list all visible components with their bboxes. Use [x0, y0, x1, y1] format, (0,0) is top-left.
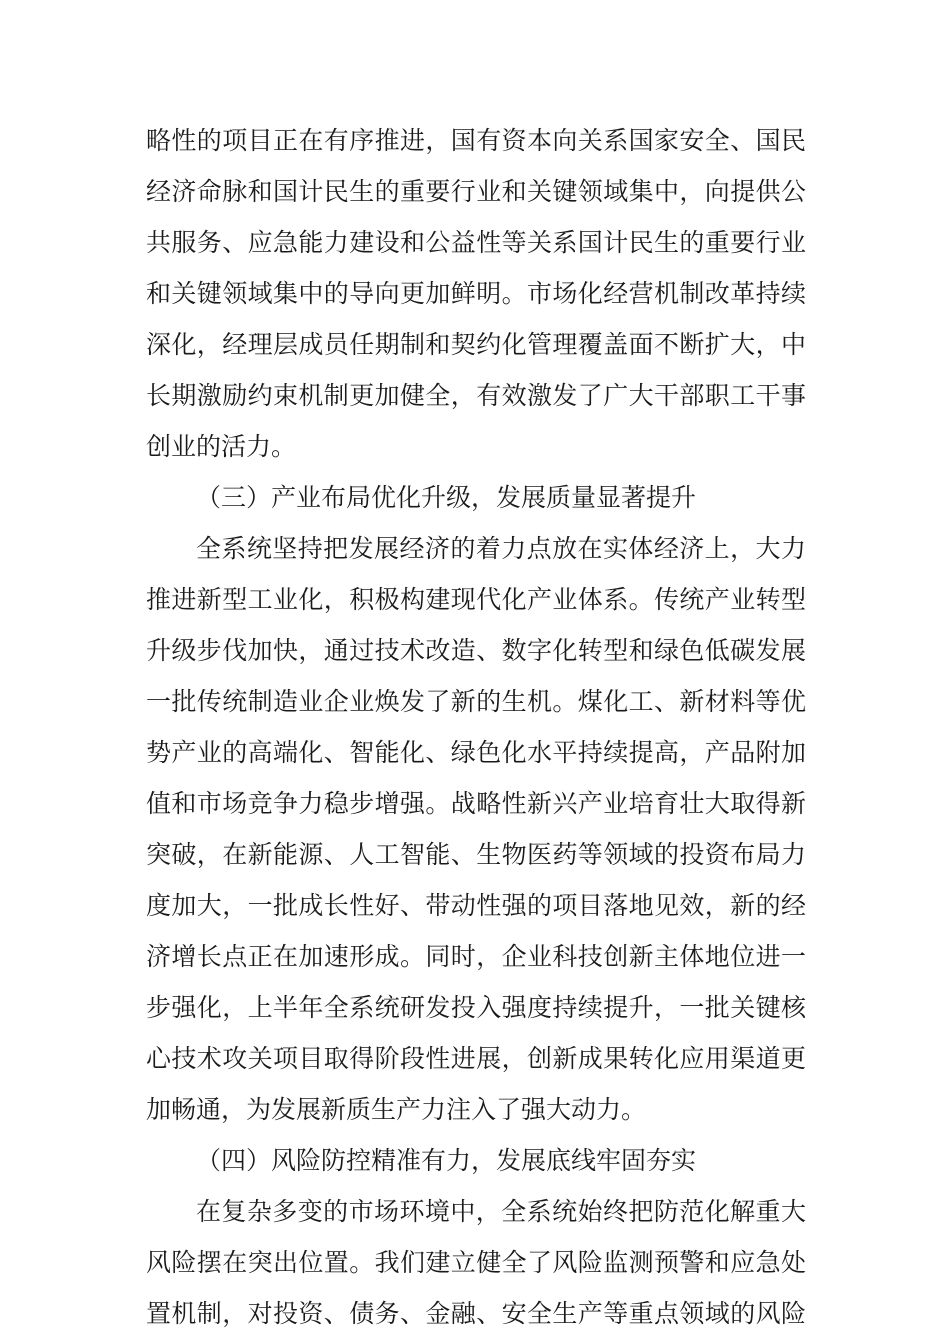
paragraph-line: 一批传统制造业企业焕发了新的生机。煤化工、新材料等优: [146, 687, 806, 716]
paragraph-line: 共服务、应急能力建设和公益性等关系国计民生的重要行业: [146, 228, 806, 257]
paragraph-line: 和关键领域集中的导向更加鲜明。市场化经营机制改革持续: [146, 279, 806, 308]
paragraph-line: 济增长点正在加速形成。同时，企业科技创新主体地位进一: [146, 942, 806, 971]
section-heading-4: （四）风险防控精准有力，发展底线牢固夯实: [196, 1146, 697, 1175]
paragraph-line: 心技术攻关项目取得阶段性进展，创新成果转化应用渠道更: [146, 1044, 806, 1073]
paragraph-line: 升级步伐加快，通过技术改造、数字化转型和绿色低碳发展: [146, 636, 806, 665]
paragraph-line: 长期激励约束机制更加健全，有效激发了广大干部职工干事: [146, 381, 806, 410]
paragraph-line: 势产业的高端化、智能化、绿色化水平持续提高，产品附加: [146, 738, 806, 767]
paragraph-line: 值和市场竞争力稳步增强。战略性新兴产业培育壮大取得新: [146, 789, 806, 818]
paragraph-line: 置机制，对投资、债务、金融、安全生产等重点领域的风险: [146, 1299, 806, 1328]
paragraph-line: 度加大，一批成长性好、带动性强的项目落地见效，新的经: [146, 891, 806, 920]
paragraph-line: 风险摆在突出位置。我们建立健全了风险监测预警和应急处: [146, 1248, 806, 1277]
paragraph-line: 创业的活力。: [146, 432, 297, 461]
paragraph-line: 加畅通，为发展新质生产力注入了强大动力。: [146, 1095, 647, 1124]
paragraph-line: 突破，在新能源、人工智能、生物医药等领域的投资布局力: [146, 840, 806, 869]
section-heading-3: （三）产业布局优化升级，发展质量显著提升: [196, 483, 697, 512]
paragraph-line: 步强化，上半年全系统研发投入强度持续提升，一批关键核: [146, 993, 806, 1022]
paragraph-line: 在复杂多变的市场环境中，全系统始终把防范化解重大: [196, 1197, 806, 1226]
paragraph-line: 全系统坚持把发展经济的着力点放在实体经济上，大力: [196, 534, 806, 563]
paragraph-line: 经济命脉和国计民生的重要行业和关键领域集中，向提供公: [146, 177, 806, 206]
paragraph-line: 推进新型工业化，积极构建现代化产业体系。传统产业转型: [146, 585, 806, 614]
paragraph-line: 略性的项目正在有序推进，国有资本向关系国家安全、国民: [146, 126, 806, 155]
paragraph-line: 深化，经理层成员任期制和契约化管理覆盖面不断扩大，中: [146, 330, 806, 359]
